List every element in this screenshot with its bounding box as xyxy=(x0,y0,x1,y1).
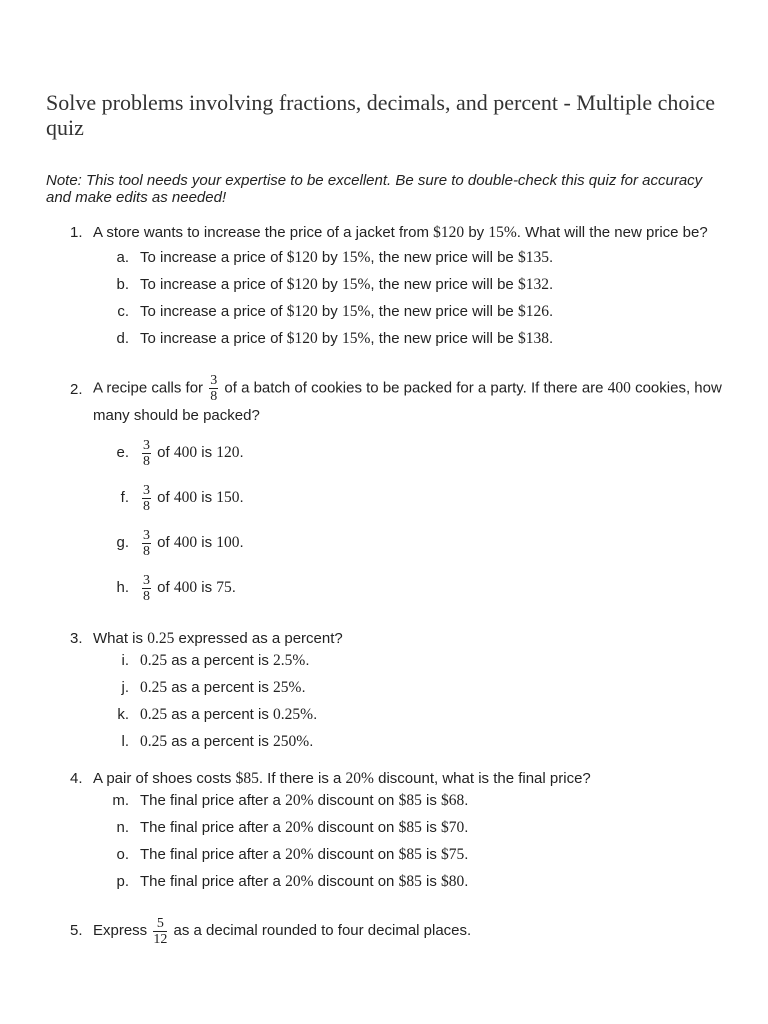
answer-options xyxy=(93,249,726,357)
option-label: d. xyxy=(116,330,129,347)
option-label: f. xyxy=(120,489,129,506)
answer-option[interactable]: l. 0.25 as a percent is 250%. xyxy=(93,733,726,760)
option-label: k. xyxy=(117,706,129,723)
answer-options xyxy=(93,652,726,760)
question-number: 4. xyxy=(70,770,83,787)
fraction: $\frac{3}{8}$ xyxy=(143,482,150,514)
option-label: g. xyxy=(116,534,129,551)
option-label: j. xyxy=(121,679,129,696)
question-number: 5. xyxy=(70,922,83,939)
option-label: m. xyxy=(112,792,129,809)
question-number: 2. xyxy=(70,381,83,398)
fraction: $\frac{3}{8}$ xyxy=(143,437,150,469)
answer-option[interactable]: c. To increase a price of $120 by 15%, the new price will be $126. xyxy=(93,303,726,330)
answer-option[interactable]: m. The final price after a 20% discount on $85 is $68. xyxy=(93,792,726,819)
answer-option[interactable]: f. $\frac{3}{8}$ of 400 is 150. xyxy=(93,481,726,526)
answer-option[interactable]: a. To increase a price of $120 by 15%, the new price will be $135. xyxy=(93,249,726,276)
question-3 xyxy=(46,630,726,760)
fraction: $\frac{5}{12}$ xyxy=(153,915,168,947)
answer-option[interactable]: k. 0.25 as a percent is 0.25%. xyxy=(93,706,726,733)
option-label: n. xyxy=(116,819,129,836)
question-text: A pair of shoes costs $85. If there is a 20% discount, what is the final price? xyxy=(93,770,591,787)
answer-option[interactable]: p. The final price after a 20% discount on $85 is $80. xyxy=(93,873,726,900)
page-title: Solve problems involving fractions, decimals, and percent - Multiple choice quiz xyxy=(46,90,715,140)
answer-option[interactable]: h. $\frac{3}{8}$ of 400 is 75. xyxy=(93,571,726,616)
answer-option[interactable]: j. 0.25 as a percent is 25%. xyxy=(93,679,726,706)
fraction: $\frac{3}{8}$ xyxy=(143,572,150,604)
fraction: $\frac{3}{8}$ xyxy=(210,373,218,404)
answer-options xyxy=(93,792,726,900)
option-label: a. xyxy=(116,249,129,266)
question-number: 1. xyxy=(70,224,83,241)
option-label: i. xyxy=(121,652,129,669)
answer-option[interactable]: g. $\frac{3}{8}$ of 400 is 100. xyxy=(93,526,726,571)
question-text: Express $\frac{5}{12}$ as a decimal rounded to four decimal places. xyxy=(93,915,472,947)
question-text: A recipe calls for $\frac{3}{8}$ of a batch of cookies to be packed for a party. If there are 400 cookies, how many should be packed? xyxy=(93,373,722,424)
answer-option[interactable]: d. To increase a price of $120 by 15%, the new price will be $138. xyxy=(93,330,726,357)
question-text: What is 0.25 expressed as a percent? xyxy=(93,630,343,647)
option-label: b. xyxy=(116,276,129,293)
answer-option[interactable]: n. The final price after a 20% discount on $85 is $70. xyxy=(93,819,726,846)
question-5 xyxy=(46,914,726,948)
question-4 xyxy=(46,770,726,900)
option-label: l. xyxy=(121,733,129,750)
option-label: p. xyxy=(116,873,129,890)
question-number: 3. xyxy=(70,630,83,647)
question-1 xyxy=(46,224,726,357)
option-label: c. xyxy=(117,303,129,320)
quiz-page xyxy=(46,90,726,948)
option-label: o. xyxy=(116,846,129,863)
answer-option[interactable]: i. 0.25 as a percent is 2.5%. xyxy=(93,652,726,679)
question-2 xyxy=(46,373,726,616)
fraction: $\frac{3}{8}$ xyxy=(143,527,150,559)
question-text: A store wants to increase the price of a jacket from $120 by 15%. What will the new price be? xyxy=(93,224,708,241)
option-label: h. xyxy=(116,579,129,596)
answer-option[interactable]: b. To increase a price of $120 by 15%, the new price will be $132. xyxy=(93,276,726,303)
answer-option[interactable]: o. The final price after a 20% discount on $85 is $75. xyxy=(93,846,726,873)
answer-options xyxy=(93,436,726,616)
option-label: e. xyxy=(116,444,129,461)
answer-option[interactable]: e. $\frac{3}{8}$ of 400 is 120. xyxy=(93,436,726,481)
note-text: Note: This tool needs your expertise to be excellent. Be sure to double-check this quiz for accuracy and make edits as needed! xyxy=(46,172,703,206)
